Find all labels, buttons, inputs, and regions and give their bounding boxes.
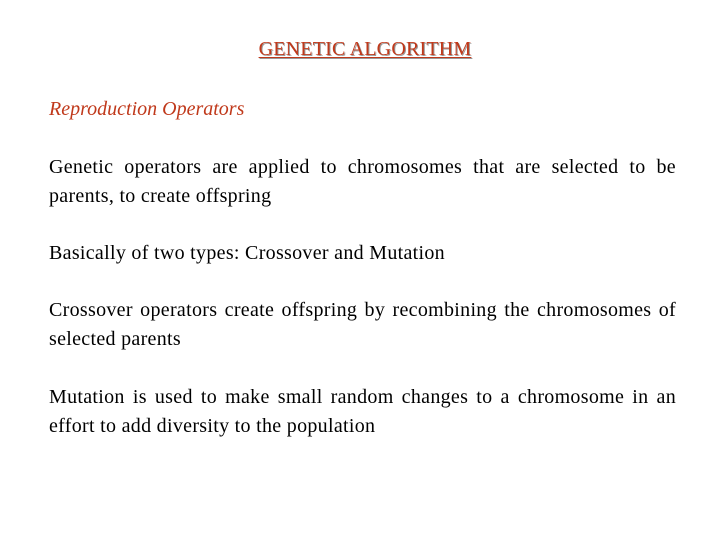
slide-title	[0, 36, 720, 62]
paragraph-mutation: Mutation is used to make small random changes to a chromosome in an effort to add diversity to the population	[49, 386, 676, 437]
slide-title-text: GENETIC ALGORITHM	[258, 38, 472, 60]
paragraph-two-types: Basically of two types: Crossover and Mutation	[49, 242, 445, 264]
paragraph-genetic-operators: Genetic operators are applied to chromosomes that are selected to be parents, to create offspring	[49, 156, 676, 207]
slide-subtitle: Reproduction Operators	[49, 98, 245, 120]
paragraph-crossover: Crossover operators create offspring by recombining the chromosomes of selected parents	[49, 299, 676, 350]
